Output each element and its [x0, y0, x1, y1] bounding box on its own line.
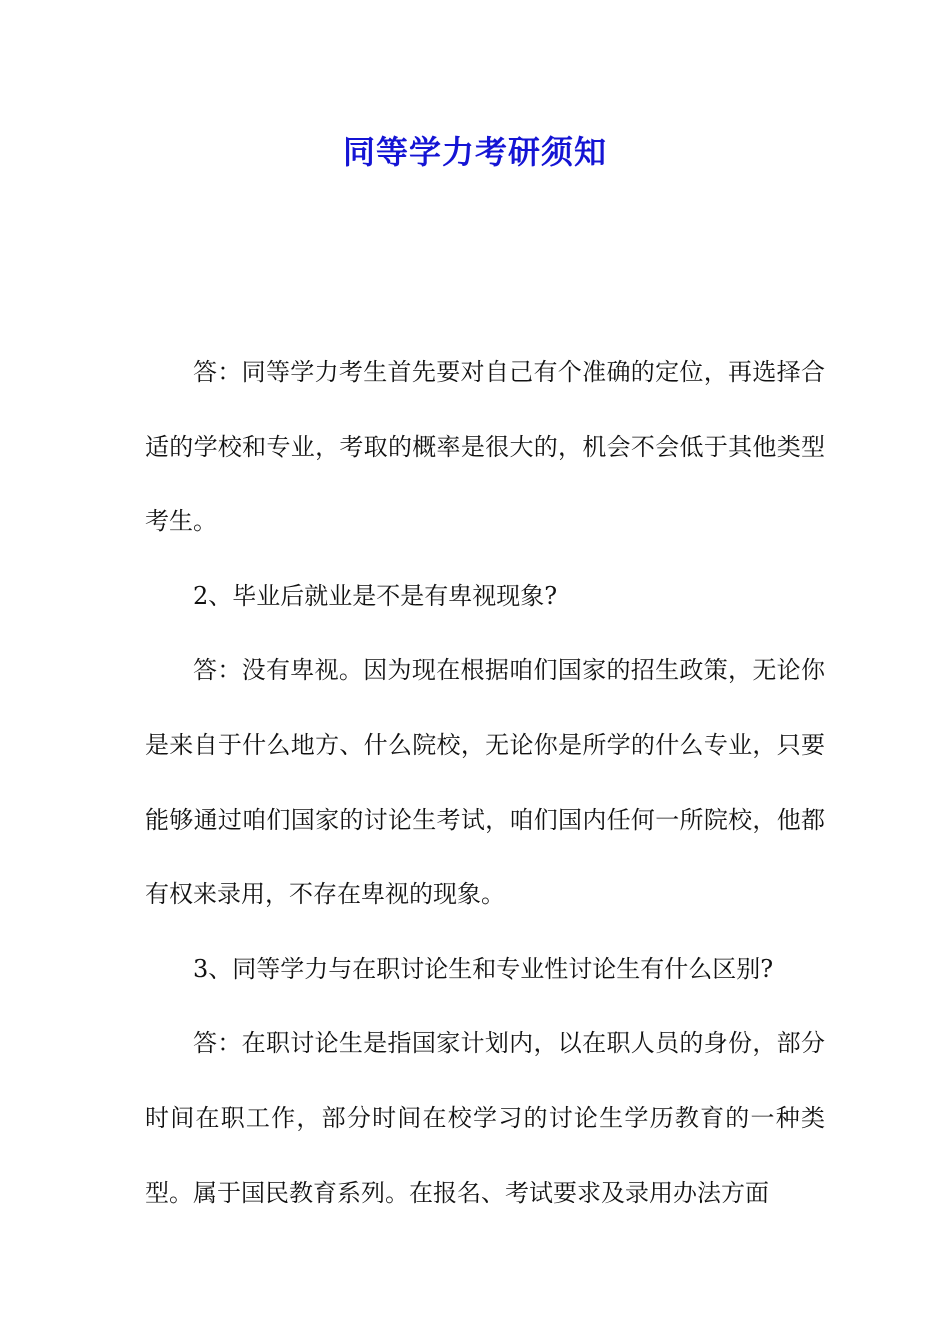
answer-paragraph-3: 答：在职讨论生是指国家计划内，以在职人员的身份，部分时间在职工作，部分时间在校学习的讨论生学历教育的一种类型。属于国民教育系列。在报名、考试要求及录用办法方面: [145, 1029, 825, 1207]
answer-paragraph-1: 答：同等学力考生首先要对自己有个准确的定位，再选择合适的学校和专业，考取的概率是很大的，机会不会低于其他类型考生。: [145, 358, 825, 536]
question-paragraph-2: 2、毕业后就业是不是有卑视现象?: [193, 581, 558, 610]
answer-paragraph-2: 答：没有卑视。因为现在根据咱们国家的招生政策，无论你是来自于什么地方、什么院校，无论你是所学的什么专业，只要能够通过咱们国家的讨论生考试，咱们国内任何一所院校，他都有权来录用，不存在卑视的现象。: [145, 656, 825, 909]
question-paragraph-3: 3、同等学力与在职讨论生和专业性讨论生有什么区别?: [193, 954, 774, 983]
document-body: [145, 335, 825, 1230]
document-title: 同等学力考研须知: [342, 133, 607, 171]
